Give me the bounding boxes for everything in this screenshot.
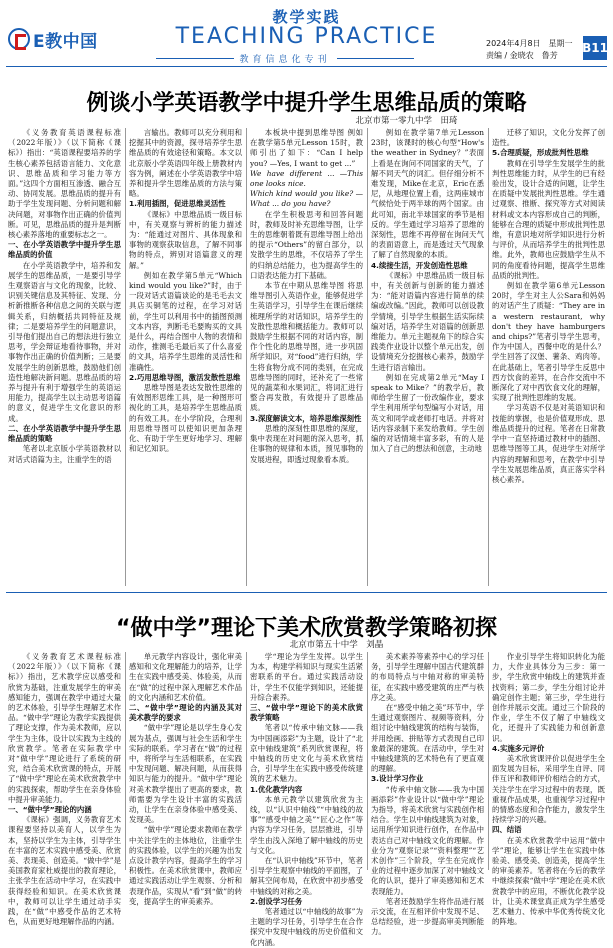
section-heading: 4.实施多元评价 xyxy=(492,743,545,753)
article1-byline: 北京市第一零九中学 田琦 xyxy=(355,116,458,126)
body-paragraph: 学习英语不仅是对英语知识和技能的掌握，也是价值观形成、思维品质提升的过程。笔者在日常教学中一直坚持通过教材中的插图、思维导图等工具，促进学生对所学内容的理解和思考，在教学中引导学生发展思维品质，真正落实学科核心素养。 xyxy=(492,403,605,484)
body-paragraph: 言输出。教师可以充分利用和挖掘其中的资源，探寻培养学生思维品质的有效途径和策略。本文以北京版小学英语四年级上册教材内容为例，阐述在小学英语教学中培养和提升学生思维品质的方法与策略。 xyxy=(129,128,242,199)
section-heading: 二、“做中学”理论的内涵及其对美术教学的要求 xyxy=(129,703,242,723)
body-paragraph: 迁移了知识，文化分发挥了创造性。 xyxy=(492,128,605,148)
body-paragraph: 例如在完成第2单元“May I speak to Mike？”的教学后，教师给学生留了一份改编作业，要求学生利用所学句型编写小对话，用英文和同学或老师打电话。并将对话内容录制下来发给教师。学生创编的对话情境丰富多彩，有的人是加入了自己的想法和创意，主动地 xyxy=(371,372,484,454)
article2-headline: “做中学”理论下美术欣赏教学策略初探 xyxy=(116,616,497,641)
body-paragraph: 《课标》中思维品质一级目标中，有关创新与创新的能力描述为：“能对语篇内容进行简单的续编或改编。”因此，教师可以创设教学情境，引导学生根据生活实际续编对话，培养学生对语篇的创新思维能力。单元主题视角下的综合实践类作业设计以整个单元出发，创设情境充分挖掘核心素养，鼓励学生进行语言输出。 xyxy=(371,270,484,372)
section-heading: 一、“做中学”理论的内涵 xyxy=(8,805,92,815)
column-rule xyxy=(488,128,489,586)
body-paragraph: 笔者通过以“中轴线的故事”为主题的学习任务，引导学生在合作探究中发现中轴线的历史价值和文化内涵。 xyxy=(250,907,363,947)
section-heading: 三、“做中学”理论下的美术欣赏教学策略 xyxy=(250,703,363,723)
section-heading: 1.优化教学内容 xyxy=(250,784,303,794)
column-rule xyxy=(125,652,126,870)
body-paragraph: 例如在教学第7单元Lesson 23时，该课时的核心句型“How's the weather in Sydney？”表面上看是在询问不同国家的天气，了解不同天气的词汇。但仔细分析不难发现，Mike在北京，Eric在悉尼，从地理位置上看，这两座城市气候恰处于两半球的两个国家。由此可知，南北半球国家的季节是相反的。学生通过学习培养了思维的深刻性，思维不再停留在询问天气的表面语意上，而是透过天气现象了解了自然现象的本质。 xyxy=(371,128,484,260)
article1-column-1 xyxy=(8,128,121,586)
section-heading: 5.合理质疑，形成批判性思维 xyxy=(492,148,589,158)
body-paragraph: 在“感受中轴之美”环节中，学生通过观察图片、视频等资料，分组讨论中轴线建筑的结构与装饰，并用绘画、拼贴等方式表现自己印象最深的建筑。在活动中，学生对中轴线建筑的艺术特色有了更直观的理解。 xyxy=(371,703,484,774)
section-heading: 四、结语 xyxy=(492,825,522,835)
body-paragraph: “做中学”理论是以学生身心发展为基点，强调与社会生活和学生实际的联系。学习者在“做”的过程中，将所学与生活相联系，在实践中发现问题、解决问题，从而获得知识与能力的提升。“做中学”理论对美术教学提出了更高的要求，教师需要为学生设计丰富的实践活动，让学生在亲身体验中感受美、发现美。 xyxy=(129,723,242,825)
column-rule xyxy=(367,128,368,586)
masthead xyxy=(0,0,613,66)
body-paragraph: 《课标》强调，义务教育艺术课程要坚持以美育人，以学生为本，坚持以学生为主体，引导学生在丰富的艺术实践中感受美、欣赏美、表现美、创造美。“做中学”是美国教育家杜威提出的教育理论，主张学生在活动中学习，在实践中获得经验和知识。在美术欣赏课中，教师可以让学生通过动手实践，在“做”中感受作品的艺术特色，从而更好地理解作品的内涵。 xyxy=(8,815,121,927)
body-paragraph: 美术欣赏课评价以促进学生全面发展为目标，采用学生自评、同伴互评和教师评价相结合的方式，关注学生在学习过程中的表现，既重视作品成果，也重视学习过程中的情感态度和合作能力，激发学生持续学习的兴趣。 xyxy=(492,754,605,825)
body-paragraph: 教师在引导学生发展学生的批判性思维能力时，从学生的已有经验出发，设计合适的问题，让学生在质疑中发展批判性思维。学生通过观察、推断、探究等方式对阅读材料或文本内容形成自己的判断，能够在合理的质疑中形成批判性思维，有意识地对所学知识进行分析与评价，从而培养学生的批判性思维。此外，教师也应鼓励学生从不同的角度看待问题，提高学生思维品质的批判性。 xyxy=(492,158,605,280)
body-paragraph: 本板块中提到思维导图 例如在教学第5单元Lesson 15时，教师引出了如下：“Can I help you? —Yes, I want to get ...” xyxy=(250,128,363,168)
article2-column-3 xyxy=(250,652,363,947)
editor-credit: 责编 / 金晓农 鲁芳 xyxy=(486,51,558,60)
body-paragraph: 笔者以“传承中轴文脉——我为中国画添彩”为主题，设计了“北京中轴线建筑”系列欣赏课程，将中轴线的历史文化与美术欣赏结合，引导学生在实践中感受传统建筑的艺术魅力。 xyxy=(250,723,363,784)
body-paragraph: 本单元教学以建筑欣赏为主线，以“认识中轴线”“中轴线的故事”“感受中轴之美”“匠心之作”等内容为学习任务，层层推进，引导学生由浅入深地了解中轴线的历史与文化。 xyxy=(250,794,363,855)
article2-column-1 xyxy=(8,652,121,927)
body-paragraph: 《义务教育英语课程标准（2022年版）》（以下简称《课标》）指出：“英语课程要培养的学生核心素养包括语言能力、文化意识、思维品质和学习能力等方面。”这四个方面相互渗透、融合互动、协同发展。思维品质的提升有助于学生发现问题、分析问题和解决问题，对事物作出正确的价值判断。可见，思维品质的提升是判断核心素养落地的重要标志之一。 xyxy=(8,128,121,240)
logo-text: E教中国 xyxy=(33,31,98,52)
body-paragraph: 美术素养等素养中心的学习任务，引导学生理解中国古代建筑群的布局特点与中轴对称的审美特征，在实践中感受建筑的庄严与秩序之美。 xyxy=(371,652,484,702)
body-paragraph: “传承中轴文脉——我为中国画添彩”作业设计以“做中学”理论为指导，将美术欣赏与实践创作相结合。学生以中轴线建筑为对象，运用所学知识进行创作，在作品中表达自己对中轴线文化的理解。作业分为“观察记录”“资料整理”“艺术创作”三个阶段，学生在完成作业的过程中逐步加深了对中轴线文化的认识，提升了审美感知和艺术表现能力。 xyxy=(371,784,484,896)
section-heading: 3.深度解读文本，培养思维深刻性 xyxy=(250,413,362,423)
body-paragraph: 笔者还鼓励学生将作品进行展示交流，在互相评价中发现不足、总结经验，进一步提高审美判断能力。 xyxy=(371,896,484,937)
dialogue-example: We have different ... —This one looks nice. xyxy=(250,168,363,189)
article2-byline: 北京市第五十中学 刘晶 xyxy=(289,640,384,650)
section-title-cn: 教学实践 xyxy=(272,8,341,26)
body-paragraph: 笔者以北京版小学英语教材以对话式语篇为主，注重学生的语 xyxy=(8,444,121,464)
issue-date: 2024年4月8日 星期一 xyxy=(486,39,573,48)
section-heading: 1.利用插图，促进思维灵活性 xyxy=(129,199,226,209)
header-rule xyxy=(6,66,607,67)
body-paragraph: 单元教学内容设计，强化审美感知和文化理解能力的培养，让学生在实践中感受美、体验美，从而在“做”的过程中深入理解艺术作品的文化内涵和艺术价值。 xyxy=(129,652,242,702)
section-heading: 4.续接生活，开发创造性思维 xyxy=(371,260,468,270)
column-rule xyxy=(125,128,126,586)
body-paragraph: 本节在中期从思维导图 将思维导图引入英语作业，能够促进学生英语学习，引导学生在课后继续梳理所学的对话知识，培养学生的发散性思维和概括能力。教师可以鼓励学生根据不同的对话内容，制作个性化的思维导图，进一步巩固所学知识，对“food”进行归纳，学生将食物分成不同的类别，在完成思维导图的同时，还补充了一些常见的蔬菜和水果词汇，将词汇进行整合再发散，有效提升了思维品质。 xyxy=(250,281,363,413)
body-paragraph: 学“理论为学生发挥。以学生为本，构建学科知识与现实生活紧密联系的平台。通过实践活动设计，学生不仅能学到知识，还能提升综合素养。 xyxy=(250,652,363,702)
section-heading: 一、在小学英语教学中提升学生思维品质的价值 xyxy=(8,240,121,260)
section-heading: 2.巧用思维导图，激活发散性思维 xyxy=(129,372,241,382)
body-paragraph: 思维导图是表达发散性思维的有效图形思维工具，是一种图形可视化的工具，是培养学生思维品质的有效工具。在小学阶段，合理利用思维导图可以使知识更加条理化、有助于学生更好地学习、理解和记忆知识。 xyxy=(129,383,242,454)
body-paragraph: 在小学英语教学中，培养和发展学生的思维品质，一是要引导学生观察语言与文化的现象，比较、识别关键信息及其特征、发现、分析新推断各种信息之间的关联与逻辑关系，归纳概括共同特征及规律；二是要培养学生的问题意识，引导他们提出自己的想法进行独立思考，学会辩证地看待事物，并对事物作出正确的价值判断；三是要发展学生的创新思维，鼓励他们创造性地解决新问题。思维品质的培养与提升有利于增强学生的英语运用能力，提高学生以主动思考语篇的意义，促进学生文化意识的形成。 xyxy=(8,260,121,423)
body-paragraph: 在学生积极思考和回答问题时，教师及时补充思维导图，让学生的思维朝着既有思维导图上给出的提示“Others”的留白部分，以发散学生的思维，不仅培养了学生的归纳总结能力，也为提高学生的口语表达能力打下基础。 xyxy=(250,209,363,280)
column-rule xyxy=(488,652,489,870)
section-heading: 2.创设学习任务 xyxy=(250,896,303,906)
body-paragraph: 作业引导学生将知识转化为能力，大作业具体分为三步：第一步，学生欣赏中轴线上的建筑并查找资料；第二步，学生分组讨论并确定创作主题；第三步，学生进行创作并展示交流。通过三个阶段的作业，学生不仅了解了中轴线文化，还提升了实践能力和创新意识。 xyxy=(492,652,605,743)
article2-column-4 xyxy=(371,652,484,937)
article2-column-2 xyxy=(129,652,242,906)
article1-headline: 例谈小学英语教学中提升学生思维品质的策略 xyxy=(86,91,527,116)
article1-column-2 xyxy=(129,128,242,586)
body-paragraph: 例如在教学第5单元“Which kind would you like?”时，由于一段对话式语篇谈论的是毛毛去文具店买铜笔的过程，在学习对话前，学生可以利用书中的插图预测文本内容，判断毛毛要购买的文具是什么，再结合图中人物的表情和动作，推测毛毛最后买了什么喜爱的文具，培养学生思维的灵活性和准确性。 xyxy=(129,270,242,372)
body-paragraph: 在美术欣赏教学中运用“做中学”理论，能够让学生在实践中体验美、感受美、创造美，提高学生的审美素养。笔者将在今后的教学中继续探索“做中学”理论在美术欣赏教学中的应用，不断优化教学设计，让美术课堂真正成为学生感受艺术魅力、传承中华优秀传统文化的阵地。 xyxy=(492,835,605,927)
supplement-name: 教育信息化专刊 xyxy=(239,55,331,65)
column-rule xyxy=(246,652,247,870)
article1-column-3 xyxy=(250,128,363,586)
body-paragraph: 《课标》中思维品质一级目标中，有关观察与辨析的能力描述为：“能通过对图片、具体现象和事物的观察获取信息，了解不同事物的特点，辨别对语篇意义的理解。” xyxy=(129,209,242,270)
dialogue-example: Which kind would you like? —What ... do you have? xyxy=(250,189,363,209)
section-title-en: TEACHING PRACTICE xyxy=(175,24,438,49)
page-number: B11 xyxy=(583,36,607,60)
body-paragraph: 例如在教学第6单元Lesson 20时，学生对主人公Sara和妈妈的对话产生了质疑：“They are in a western restaurant, why don't they have hamburgers and chips?”笔者引导学生思考，作为中国人，西餐中吃的是什么？学生回答了汉堡、薯条、鸡肉等。在此基础上，笔者引导学生反思中西方饮食的差异，在合作交流中不断深化了对中西饮食文化的理解，实现了批判性思维的发展。 xyxy=(492,281,605,403)
article2-column-5 xyxy=(492,652,605,927)
section-heading: 二、在小学英语教学中提升学生思维品质的策略 xyxy=(8,423,121,444)
article1-column-4 xyxy=(371,128,484,586)
body-paragraph: 《义务教育艺术课程标准（2022年版）》（以下简称《课标》）指出，艺术教学应以感受和欣赏为基础，注重发展学生的审美感知能力，强调在教学中通过大量的艺术体验，引导学生理解艺术作品。“做中学”理论为教学实践提供了理论支撑，作为美术教师，应以学生为主体，设计以实践为主线的欣赏教学。笔者在实际教学中对“做中学”理论进行了系统的研究，结合美术欣赏课的特点，开展了“做中学”理论在美术欣赏教学中的实践探索，帮助学生在亲身体验中提升审美能力。 xyxy=(8,652,121,804)
body-paragraph: “做中学”理论要求教师在教学中关注学生的主体地位，注重学生的实践体验，以学生的兴趣为出发点设计教学内容，提高学生的学习积极性。在美术欣赏课中，教师应通过实践活动让学生观察、分析和表现作品，实现从“看”到“做”的转变，提高学生的审美素养。 xyxy=(129,825,242,906)
article1-column-5 xyxy=(492,128,605,586)
column-rule xyxy=(367,652,368,870)
article-divider xyxy=(6,592,607,593)
column-rule xyxy=(246,128,247,586)
body-paragraph: 思维的深刻性即思维的深度，集中表现在对问题的深入思考，抓住事物的规律和本质，预见事物的发展进程，即透过现象看本质。 xyxy=(250,423,363,464)
section-heading: 3.设计学习作业 xyxy=(371,774,424,784)
subhead-bar xyxy=(150,52,420,65)
body-paragraph: 在“认识中轴线”环节中，笔者引导学生观察中轴线的平面图，了解其空间布局，在欣赏中初步感受中轴线的对称之美。 xyxy=(250,856,363,896)
